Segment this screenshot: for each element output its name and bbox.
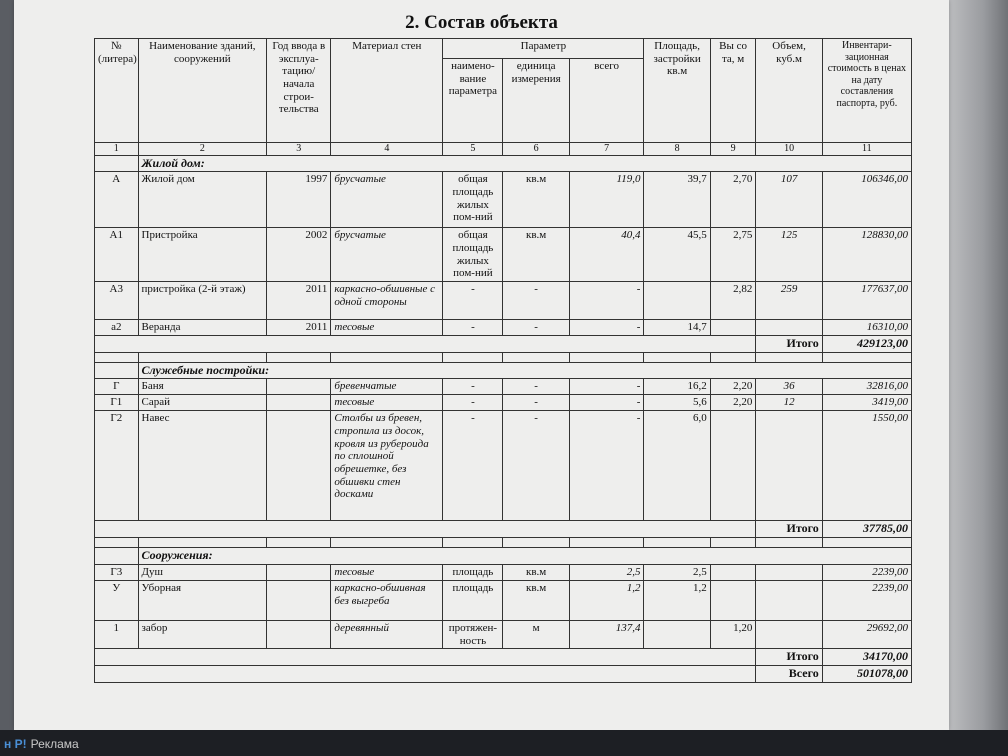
row-name: Жилой дом: [138, 172, 267, 228]
row-volume: 259: [756, 281, 822, 319]
row-literal: а2: [95, 319, 139, 335]
row-cost: 16310,00: [822, 319, 911, 335]
row-cost: 3419,00: [822, 395, 911, 411]
row-name: забор: [138, 621, 267, 649]
column-number: 2: [138, 143, 267, 156]
column-number: 4: [331, 143, 443, 156]
blank-cell: [569, 538, 644, 548]
row-literal: А: [95, 172, 139, 228]
header-parameter: Параметр: [443, 39, 644, 59]
row-year: 2011: [267, 281, 331, 319]
blank-cell: [267, 352, 331, 362]
row-height: 2,70: [710, 172, 756, 228]
row-param-name: площадь: [443, 565, 503, 581]
row-param-unit: -: [503, 411, 569, 521]
row-area: 45,5: [644, 228, 710, 282]
table-row: [95, 319, 912, 335]
table-row: [95, 228, 912, 282]
row-year: [267, 379, 331, 395]
document-title: 2. Состав объекта: [405, 12, 558, 33]
row-material: деревянный: [331, 621, 443, 649]
header-material: Материал стен: [331, 39, 443, 143]
row-year: [267, 581, 331, 621]
header-area: Площадь, застройки кв.м: [644, 39, 710, 143]
row-volume: [756, 319, 822, 335]
row-area: [644, 281, 710, 319]
header-cost: Инвентари-зационная стоимость в ценах на дату составления паспорта, руб.: [822, 39, 911, 143]
row-material: брусчатые: [331, 172, 443, 228]
blank-cell: [756, 352, 822, 362]
row-material: Столбы из бревен, стропила из досок, кровля из рубероида по сплошной обрешетке, без обшивки стен досками: [331, 411, 443, 521]
row-param-total: -: [569, 395, 644, 411]
row-material: брусчатые: [331, 228, 443, 282]
total-spacer: [95, 335, 756, 352]
blank-cell: [503, 352, 569, 362]
row-param-name: -: [443, 379, 503, 395]
row-param-name: -: [443, 395, 503, 411]
table-row: [95, 281, 912, 319]
blank-cell: [710, 352, 756, 362]
row-year: [267, 411, 331, 521]
row-param-unit: -: [503, 379, 569, 395]
row-param-name: -: [443, 411, 503, 521]
row-cost: 177637,00: [822, 281, 911, 319]
total-value: 34170,00: [822, 649, 911, 666]
row-param-total: -: [569, 411, 644, 521]
section-row: [95, 362, 912, 379]
row-height: 2,82: [710, 281, 756, 319]
document-page: [14, 0, 949, 730]
column-number: 5: [443, 143, 503, 156]
row-volume: 36: [756, 379, 822, 395]
row-cost: 2239,00: [822, 565, 911, 581]
row-literal: Г: [95, 379, 139, 395]
row-volume: 107: [756, 172, 822, 228]
column-number: 1: [95, 143, 139, 156]
row-literal: Г1: [95, 395, 139, 411]
total-label: Итого: [756, 335, 822, 352]
row-name: Уборная: [138, 581, 267, 621]
row-height: [710, 411, 756, 521]
row-name: Веранда: [138, 319, 267, 335]
blank-row: [95, 352, 912, 362]
row-area: 14,7: [644, 319, 710, 335]
total-spacer: [95, 649, 756, 666]
row-param-unit: -: [503, 395, 569, 411]
column-number: 6: [503, 143, 569, 156]
header-param-unit: единица измерения: [503, 59, 569, 143]
row-volume: [756, 581, 822, 621]
blank-cell: [822, 352, 911, 362]
row-literal: А1: [95, 228, 139, 282]
row-param-total: 119,0: [569, 172, 644, 228]
row-area: 16,2: [644, 379, 710, 395]
row-literal: А3: [95, 281, 139, 319]
row-cost: 32816,00: [822, 379, 911, 395]
table-row: [95, 172, 912, 228]
row-param-total: 2,5: [569, 565, 644, 581]
row-year: 2011: [267, 319, 331, 335]
row-param-unit: кв.м: [503, 565, 569, 581]
column-number: 3: [267, 143, 331, 156]
table-row: [95, 395, 912, 411]
row-param-total: -: [569, 319, 644, 335]
row-param-name: общая площадь жилых пом-ний: [443, 228, 503, 282]
row-name: пристройка (2-й этаж): [138, 281, 267, 319]
blank-cell: [822, 538, 911, 548]
header-param-total: всего: [569, 59, 644, 143]
row-material: тесовые: [331, 395, 443, 411]
row-param-unit: м: [503, 621, 569, 649]
row-volume: [756, 411, 822, 521]
row-literal: Г3: [95, 565, 139, 581]
blank-cell: [95, 538, 139, 548]
row-area: 6,0: [644, 411, 710, 521]
row-name: Пристройка: [138, 228, 267, 282]
blank-cell: [331, 538, 443, 548]
section-title: Сооружения:: [138, 548, 911, 565]
section-title: Служебные постройки:: [138, 362, 911, 379]
row-height: 2,20: [710, 395, 756, 411]
row-material: бревенчатые: [331, 379, 443, 395]
blank-cell: [331, 352, 443, 362]
column-number: 7: [569, 143, 644, 156]
total-value: 501078,00: [822, 666, 911, 683]
column-number: 10: [756, 143, 822, 156]
section-spacer: [95, 548, 139, 565]
row-param-total: -: [569, 281, 644, 319]
row-year: [267, 395, 331, 411]
total-value: 37785,00: [822, 521, 911, 538]
row-param-unit: -: [503, 281, 569, 319]
table-row: [95, 411, 912, 521]
header-height: Вы со та, м: [710, 39, 756, 143]
blank-row: [95, 538, 912, 548]
row-volume: 125: [756, 228, 822, 282]
row-area: 39,7: [644, 172, 710, 228]
row-name: Навес: [138, 411, 267, 521]
row-height: 1,20: [710, 621, 756, 649]
total-spacer: [95, 521, 756, 538]
row-height: 2,20: [710, 379, 756, 395]
row-param-unit: кв.м: [503, 581, 569, 621]
row-volume: [756, 621, 822, 649]
row-param-total: 137,4: [569, 621, 644, 649]
table-row: [95, 581, 912, 621]
row-cost: 1550,00: [822, 411, 911, 521]
row-area: 5,6: [644, 395, 710, 411]
column-number-row: [95, 143, 912, 156]
grand-total-row: [95, 666, 912, 683]
blank-cell: [710, 538, 756, 548]
blank-cell: [644, 538, 710, 548]
row-param-unit: кв.м: [503, 172, 569, 228]
blank-cell: [503, 538, 569, 548]
section-spacer: [95, 155, 139, 172]
row-year: 1997: [267, 172, 331, 228]
total-label: Всего: [756, 666, 822, 683]
total-row-service: [95, 521, 912, 538]
row-area: [644, 621, 710, 649]
blank-cell: [443, 538, 503, 548]
total-label: Итого: [756, 521, 822, 538]
row-param-unit: кв.м: [503, 228, 569, 282]
table-row: [95, 565, 912, 581]
composition-table: [94, 38, 912, 683]
row-volume: [756, 565, 822, 581]
blank-cell: [443, 352, 503, 362]
total-label: Итого: [756, 649, 822, 666]
row-cost: 106346,00: [822, 172, 911, 228]
column-number: 8: [644, 143, 710, 156]
blank-cell: [569, 352, 644, 362]
blank-cell: [138, 538, 267, 548]
row-height: [710, 565, 756, 581]
row-volume: 12: [756, 395, 822, 411]
row-material: каркасно-обшивные с одной стороны: [331, 281, 443, 319]
row-param-name: протяжен-ность: [443, 621, 503, 649]
right-edge: [946, 0, 1008, 756]
blank-cell: [95, 352, 139, 362]
total-value: 429123,00: [822, 335, 911, 352]
row-name: Душ: [138, 565, 267, 581]
row-height: [710, 581, 756, 621]
blank-cell: [644, 352, 710, 362]
blank-cell: [756, 538, 822, 548]
row-cost: 128830,00: [822, 228, 911, 282]
table-row: [95, 621, 912, 649]
table-row: [95, 379, 912, 395]
row-cost: 29692,00: [822, 621, 911, 649]
total-row-living: [95, 335, 912, 352]
row-name: Сарай: [138, 395, 267, 411]
row-name: Баня: [138, 379, 267, 395]
row-material: тесовые: [331, 319, 443, 335]
column-number: 11: [822, 143, 911, 156]
row-literal: У: [95, 581, 139, 621]
blank-cell: [267, 538, 331, 548]
ad-brand: н Р!: [4, 737, 27, 751]
row-param-name: -: [443, 281, 503, 319]
ad-bar[interactable]: [0, 730, 1008, 756]
header-volume: Объем, куб.м: [756, 39, 822, 143]
row-material: каркасно-обшивная без выгреба: [331, 581, 443, 621]
row-year: [267, 565, 331, 581]
row-year: [267, 621, 331, 649]
total-row-structures: [95, 649, 912, 666]
row-param-total: 1,2: [569, 581, 644, 621]
row-height: [710, 319, 756, 335]
ad-label: Реклама: [30, 737, 79, 751]
row-area: 1,2: [644, 581, 710, 621]
section-row: [95, 548, 912, 565]
header-lit: № (литера): [95, 39, 139, 143]
section-title: Жилой дом:: [138, 155, 911, 172]
left-edge: [0, 0, 14, 756]
blank-cell: [138, 352, 267, 362]
row-area: 2,5: [644, 565, 710, 581]
row-cost: 2239,00: [822, 581, 911, 621]
row-param-name: площадь: [443, 581, 503, 621]
header-param-name: наимено-вание параметра: [443, 59, 503, 143]
row-height: 2,75: [710, 228, 756, 282]
row-param-name: общая площадь жилых пом-ний: [443, 172, 503, 228]
total-spacer: [95, 666, 756, 683]
row-param-total: -: [569, 379, 644, 395]
row-material: тесовые: [331, 565, 443, 581]
section-row: [95, 155, 912, 172]
header-year: Год ввода в эксплуа-тацию/ начала строи-тельства: [267, 39, 331, 143]
row-literal: Г2: [95, 411, 139, 521]
section-spacer: [95, 362, 139, 379]
row-year: 2002: [267, 228, 331, 282]
header-name: Наименование зданий, сооружений: [138, 39, 267, 143]
row-param-unit: -: [503, 319, 569, 335]
column-number: 9: [710, 143, 756, 156]
row-literal: 1: [95, 621, 139, 649]
row-param-total: 40,4: [569, 228, 644, 282]
row-param-name: -: [443, 319, 503, 335]
